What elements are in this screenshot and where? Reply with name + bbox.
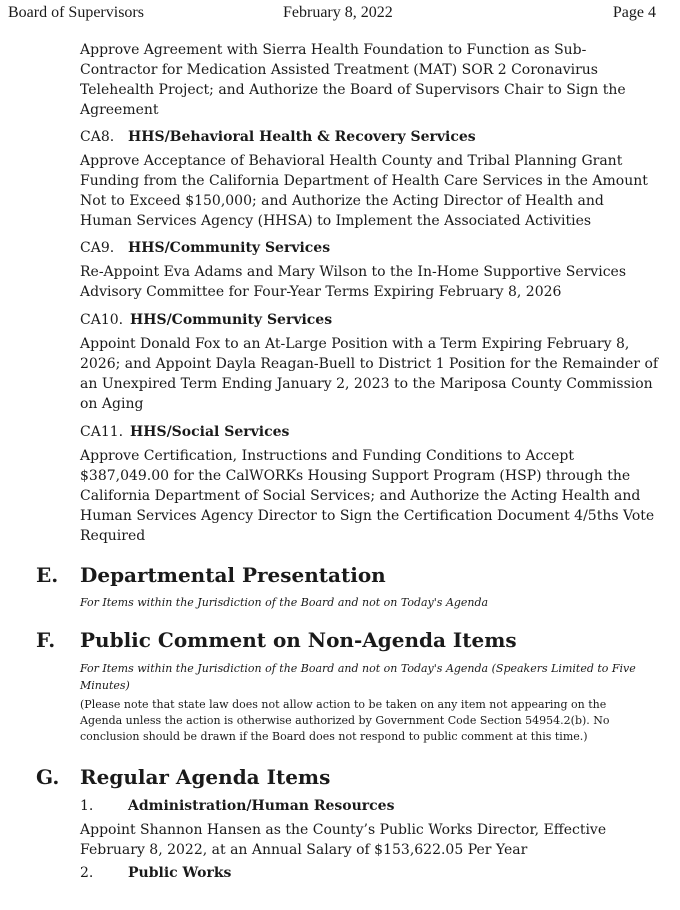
section-f-title: Public Comment on Non-Agenda Items (80, 628, 517, 652)
section-e-letter: E. (36, 563, 59, 587)
ca10-number: CA10. (80, 312, 124, 328)
ca9-heading (80, 238, 330, 258)
g2-heading (80, 863, 231, 883)
header-page-number: Page 4 (612, 4, 656, 21)
ca9-description: Re-Appoint Eva Adams and Mary Wilson to the In-Home Supportive Services Advisory Committee for Four-Year Terms Expiring February 8, 2026 (80, 264, 627, 300)
ca10-description: Appoint Donald Fox to an At-Large Position with a Term Expiring February 8, 2026; and Appoint Dayla Reagan-Buell to District 1 Position for the Remainder of an Unexpired Term Ending January 2, 2023 to the Mariposa County Commission on Aging (80, 336, 659, 412)
page-header (8, 4, 656, 24)
ca11-number: CA11. (80, 424, 124, 440)
section-g-title: Regular Agenda Items (80, 765, 331, 789)
section-e-title: Departmental Presentation (80, 563, 386, 587)
ca11-title: HHS/Social Services (130, 424, 290, 440)
section-g-letter: G. (36, 765, 60, 789)
ca10-title: HHS/Community Services (130, 312, 333, 328)
section-e-note: For Items within the Jurisdiction of the Board and not on Today's Agenda (80, 596, 489, 609)
header-date: February 8, 2022 (283, 4, 393, 21)
ca10-heading (80, 310, 332, 330)
g1-number: 1. (80, 798, 94, 814)
ca11-heading (80, 422, 289, 442)
ca7-description: Approve Agreement with Sierra Health Foundation to Function as Sub-Contractor for Medication Assisted Treatment (MAT) SOR 2 Coronavirus Telehealth Project; and Authorize the Board of Supervisors Chair to Sign the Agreement (80, 42, 626, 118)
ca11-description: Approve Certification, Instructions and Funding Conditions to Accept $387,049.00 for the CalWORKs Housing Support Program (HSP) through the California Department of Social Services; and Authorize the Acting Health and Human Services Agency Director to Sign the Certification Document 4/5ths Vote Required (80, 448, 655, 544)
g1-title: Administration/Human Resources (128, 798, 395, 814)
g2-number: 2. (80, 865, 94, 881)
ca8-heading (80, 127, 476, 147)
ca8-title: HHS/Behavioral Health & Recovery Services (128, 129, 476, 145)
ca9-title: HHS/Community Services (128, 240, 331, 256)
ca8-description: Approve Acceptance of Behavioral Health County and Tribal Planning Grant Funding from the California Department of Health Care Services in the Amount Not to Exceed $150,000; and Authorize the Acting Director of Health and Human Services Agency (HHSA) to Implement the Associated Activities (80, 153, 648, 229)
ca9-number: CA9. (80, 240, 115, 256)
ca8-number: CA8. (80, 129, 115, 145)
g1-description: Appoint Shannon Hansen as the County’s Public Works Director, Effective February 8, 2022, at an Annual Salary of $153,622.05 Per Year (80, 822, 607, 858)
g2-title: Public Works (128, 865, 232, 881)
section-f-disclaimer: (Please note that state law does not allow action to be taken on any item not appearing on the Agenda unless the action is otherwise authorized by Government Code Section 54954.2(b). No conclusion should be drawn if the Board does not respond to public comment at this time.) (80, 698, 610, 743)
header-board-name: Board of Supervisors (8, 4, 144, 21)
g1-heading (80, 796, 394, 816)
section-f-note: For Items within the Jurisdiction of the Board and not on Today's Agenda (Speakers Limited to Five Minutes) (80, 662, 636, 692)
section-f-letter: F. (36, 628, 56, 652)
